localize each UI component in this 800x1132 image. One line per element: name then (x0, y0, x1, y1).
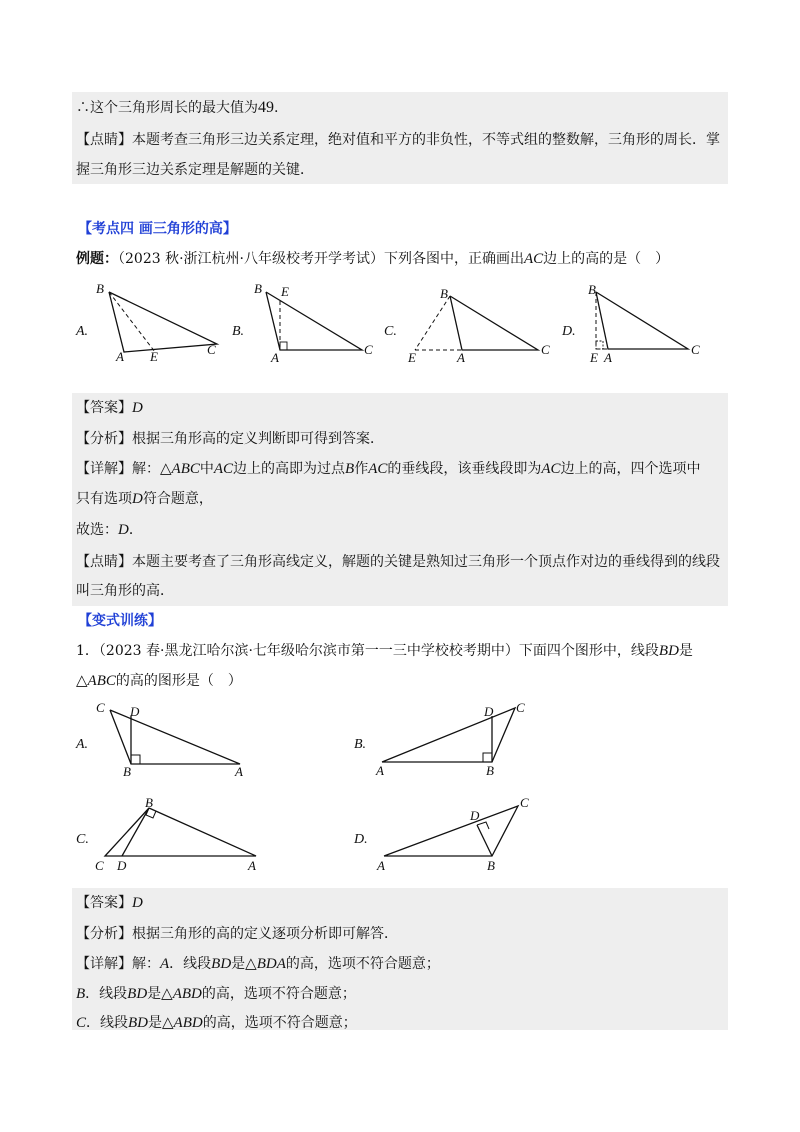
label-a: A (377, 858, 385, 873)
label-b: B (588, 282, 596, 297)
label-d: D (117, 858, 127, 873)
example-question: 例题：（2023 秋·浙江杭州·八年级校考开学考试）下列各图中，正确画出AC边上的高的是（ ） (76, 251, 670, 267)
answer-2-line: 【答案】D (76, 895, 143, 911)
practice-figure-c (90, 792, 270, 876)
label-a: A (271, 350, 279, 362)
example-option-a[interactable]: A. (76, 324, 89, 339)
answer-1-value: D (132, 400, 143, 416)
section-heading-4: 【考点四 画三角形的高】 (78, 221, 237, 237)
label-d: D (484, 704, 494, 719)
example-figure-c (398, 282, 558, 362)
detail-1-line1: 【详解】解：△ABC中AC边上的高即为过点B作AC的垂线段，该垂线段即为AC边上的高，四个选项中 (76, 461, 701, 477)
example-option-b[interactable]: B. (232, 324, 245, 339)
label-d: D (470, 808, 480, 823)
answer-2-value: D (132, 895, 143, 911)
label-e: E (590, 350, 598, 362)
label-c: C (207, 342, 216, 357)
dianjing-top-line1: 【点睛】本题考查三角形三边关系定理，绝对值和平方的非负性，不等式组的整数解，三角形的周长．掌 (76, 132, 720, 148)
label-b: B (254, 282, 262, 296)
practice-option-a[interactable]: A. (76, 737, 89, 752)
max-perimeter-line: ∴这个三角形周长的最大值为49. (76, 99, 279, 116)
analysis-2-line: 【分析】根据三角形的高的定义逐项分析即可解答． (76, 926, 398, 942)
label-a: A (376, 763, 384, 778)
label-a: A (116, 349, 124, 362)
example-option-d[interactable]: D. (562, 324, 576, 339)
label-b: B (440, 286, 448, 301)
detail-2-line-c: C．线段BD是△ABD的高，选项不符合题意； (76, 1015, 357, 1031)
detail-2-line-a: 【详解】解：A．线段BD是△BDA的高，选项不符合题意； (76, 956, 440, 972)
example-figure-b (250, 282, 390, 362)
max-value: 49 (258, 99, 274, 116)
label-c: C (95, 858, 104, 873)
label-e: E (150, 349, 158, 362)
label-b: B (145, 795, 153, 810)
practice-option-c[interactable]: C. (76, 832, 89, 847)
label-c: C (541, 342, 550, 357)
detail-1-line2: 只有选项D符合题意， (76, 491, 213, 507)
label-e: E (281, 284, 289, 299)
practice-figure-d (372, 792, 552, 876)
example-figure-d (584, 282, 724, 362)
label-c: C (520, 795, 529, 810)
label-a: A (235, 764, 243, 778)
label-c: C (516, 700, 525, 715)
detail-2-line-b: B．线段BD是△ABD的高，选项不符合题意； (76, 986, 356, 1002)
label-b: B (123, 764, 131, 778)
answer-1-line: 【答案】D (76, 400, 143, 416)
label-b: B (486, 763, 494, 778)
label-c: C (364, 342, 373, 357)
dianjing-top-line2: 握三角形三边关系定理是解题的关键． (76, 162, 314, 178)
label-e: E (408, 350, 416, 362)
example-option-c[interactable]: C. (384, 324, 397, 339)
practice-option-d[interactable]: D. (354, 832, 368, 847)
label-b: B (487, 858, 495, 873)
practice-option-b[interactable]: B. (354, 737, 367, 752)
label-c: C (691, 342, 700, 357)
practice-figure-b (372, 698, 552, 778)
practice-q1-line2: △ABC的高的图形是（ ） (76, 673, 242, 689)
label-a: A (457, 350, 465, 362)
label-a: A (248, 858, 256, 873)
practice-q1-line1: 1．（2023 春·黑龙江哈尔滨·七年级哈尔滨市第一一三中学校校考期中）下面四个图形中，线段BD是 (76, 643, 693, 659)
label-c: C (96, 700, 105, 715)
practice-figure-a (90, 698, 270, 778)
label-a: A (604, 350, 612, 362)
dianjing-1-line2: 叫三角形的高． (76, 583, 174, 599)
label-b: B (96, 282, 104, 296)
choice-1-line: 故选：D． (76, 522, 143, 538)
label-d: D (130, 704, 140, 719)
analysis-1-line: 【分析】根据三角形高的定义判断即可得到答案． (76, 431, 384, 447)
practice-heading: 【变式训练】 (78, 613, 162, 629)
dianjing-1-line1: 【点睛】本题主要考查了三角形高线定义，解题的关键是熟知过三角形一个顶点作对边的垂线得到的线段 (76, 554, 720, 570)
example-figure-a (92, 282, 245, 362)
